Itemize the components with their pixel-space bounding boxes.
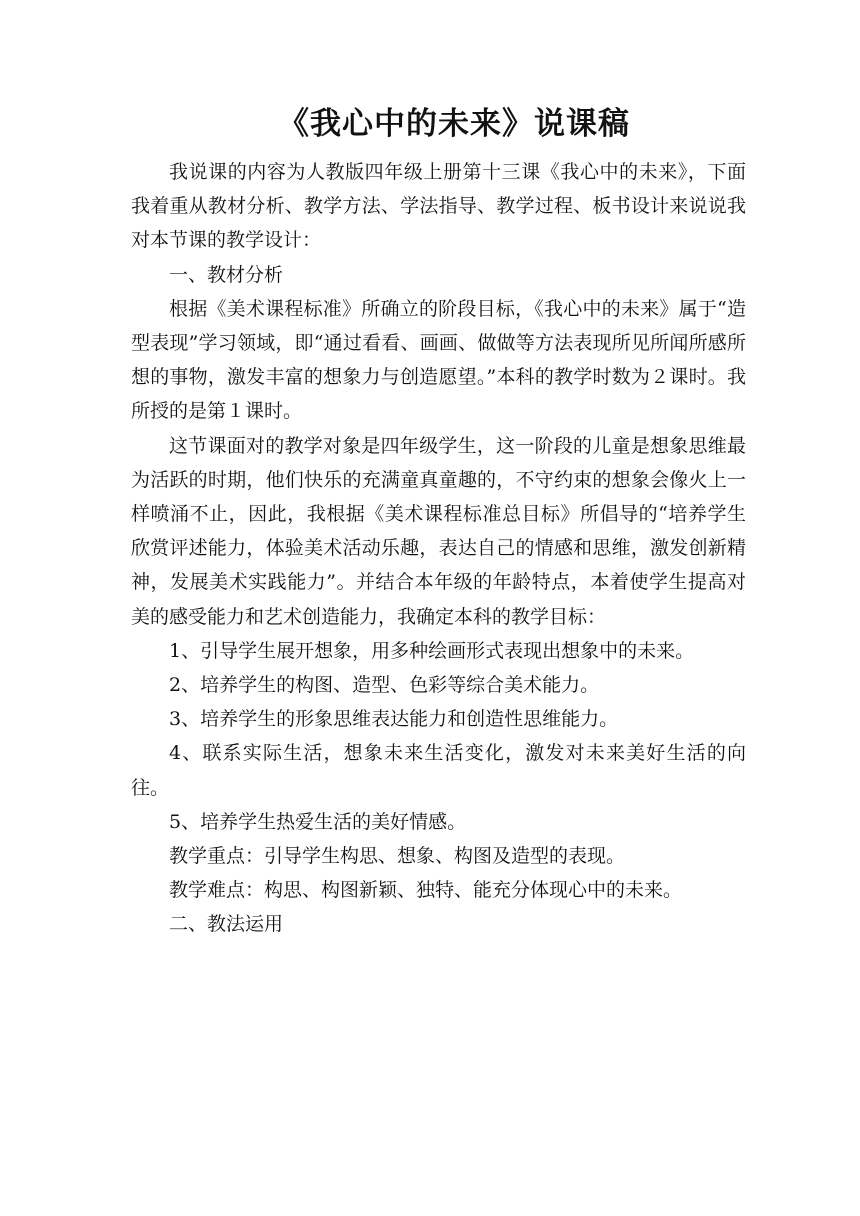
- section-heading-textbook-analysis: 一、教材分析: [169, 263, 284, 286]
- document-body: [131, 155, 746, 942]
- paragraph-curriculum-standard: 根据《美术课程标准》所确立的阶段目标，《我心中的未来》属于“造型表现”学习领域，即“通过看看、画画、做做等方法表现所见所闻所感所想的事物，激发丰富的想象力与创造愿望。”本科的教学时数为２课时。我所授的是第１课时。: [131, 297, 746, 423]
- objective-item-5: 5、培养学生热爱生活的美好情感。: [169, 810, 467, 833]
- section-heading-teaching-methods: 二、教法运用: [169, 913, 284, 936]
- objective-item-2: 2、培养学生的构图、造型、色彩等综合美术能力。: [169, 674, 600, 697]
- document-title: 《我心中的未来》说课稿: [278, 106, 630, 142]
- teaching-key-point: 教学重点：引导学生构思、想象、构图及造型的表现。: [169, 845, 626, 868]
- teaching-difficulty: 教学难点：构思、构图新颖、独特、能充分体现心中的未来。: [169, 879, 683, 902]
- paragraph-teaching-objects: 这节课面对的教学对象是四年级学生，这一阶段的儿童是想象思维最为活跃的时期，他们快乐的充满童真童趣的，不守约束的想象会像火上一样喷涌不止，因此，我根据《美术课程标准总目标》所倡导的“培养学生欣赏评述能力，体验美术活动乐趣，表达自己的情感和思维，激发创新精神，发展美术实践能力”。并结合本年级的年龄特点，本着使学生提高对美的感受能力和艺术创造能力，我确定本科的教学目标：: [131, 434, 746, 628]
- paragraph-intro: 我说课的内容为人教版四年级上册第十三课《我心中的未来》，下面我着重从教材分析、教学方法、学法指导、教学过程、板书设计来说说我对本节课的教学设计：: [131, 161, 746, 252]
- objective-item-4: 4、联系实际生活，想象未来生活变化，激发对未来美好生活的向往。: [131, 742, 746, 799]
- objective-item-3: 3、培养学生的形象思维表达能力和创造性思维能力。: [169, 708, 619, 731]
- objective-item-1: 1、引导学生展开想象，用多种绘画形式表现出想象中的未来。: [169, 639, 695, 662]
